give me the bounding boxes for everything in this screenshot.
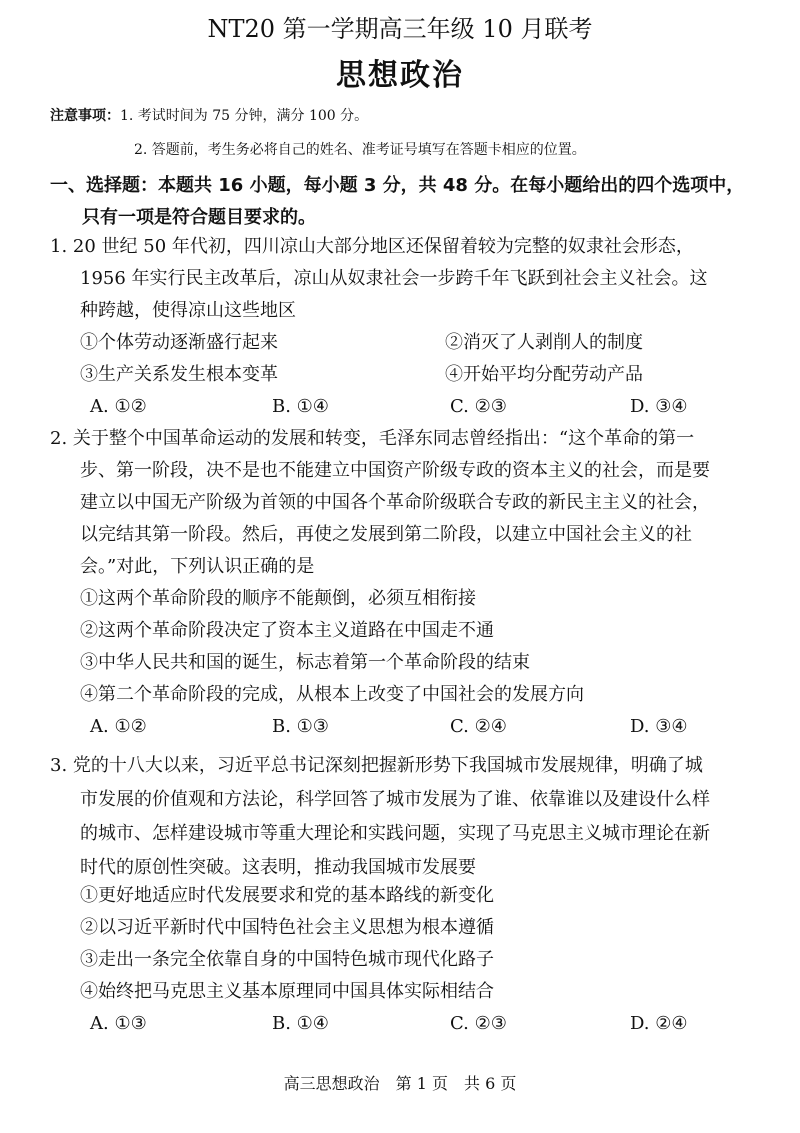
section-heading-line-1: 一、选择题：本题共 16 小题，每小题 3 分，共 48 分。在每小题给出的四个选项中，	[50, 175, 745, 196]
answer-choice-d: D. ③④	[630, 716, 688, 737]
answer-choice-b: B. ①③	[272, 716, 329, 737]
question-stem-line: 市发展的价值观和方法论，科学回答了城市发展为了谁、依靠谁以及建设什么样	[80, 789, 710, 810]
exam-title: NT20 第一学期高三年级 10 月联考	[207, 15, 593, 43]
section-heading-line-2: 只有一项是符合题目要求的。	[82, 207, 316, 228]
question-stem-line: 1. 20 世纪 50 年代初，四川凉山大部分地区还保留着较为完整的奴隶社会形态，	[50, 236, 694, 257]
statement-option: ③走出一条完全依靠自身的中国特色城市现代化路子	[80, 949, 494, 970]
answer-choice-b: B. ①④	[272, 1013, 329, 1034]
statement-option: ②消灭了人剥削人的制度	[445, 332, 643, 353]
statement-option: ③中华人民共和国的诞生，标志着第一个革命阶段的结束	[80, 652, 530, 673]
answer-choice-c: C. ②③	[450, 396, 507, 417]
statement-option: ②以习近平新时代中国特色社会主义思想为根本遵循	[80, 917, 494, 938]
answer-choice-c: C. ②③	[450, 1013, 507, 1034]
question-stem-line: 建立以中国无产阶级为首领的中国各个革命阶级联合专政的新民主主义的社会，	[80, 492, 710, 513]
statement-option: ④开始平均分配劳动产品	[445, 364, 643, 385]
question-stem-line: 1956 年实行民主改革后，凉山从奴隶社会一步跨千年飞跃到社会主义社会。这	[80, 268, 708, 289]
notice-item-1: 1. 考试时间为 75 分钟，满分 100 分。	[120, 108, 369, 124]
statement-option: ④第二个革命阶段的完成，从根本上改变了中国社会的发展方向	[80, 684, 584, 705]
answer-choice-d: D. ③④	[630, 396, 688, 417]
answer-choice-a: A. ①②	[90, 716, 147, 737]
question-stem-line: 步、第一阶段，决不是也不能建立中国资产阶级专政的资本主义的社会，而是要	[80, 460, 710, 481]
notice-item-2: 2. 答题前，考生务必将自己的姓名、准考证号填写在答题卡相应的位置。	[134, 142, 586, 158]
statement-option: ③生产关系发生根本变革	[80, 364, 278, 385]
statement-option: ①更好地适应时代发展要求和党的基本路线的新变化	[80, 885, 494, 906]
question-stem-line: 时代的原创性突破。这表明，推动我国城市发展要	[80, 857, 476, 878]
answer-choice-d: D. ②④	[630, 1013, 688, 1034]
statement-option: ②这两个革命阶段决定了资本主义道路在中国走不通	[80, 620, 494, 641]
statement-option: ①个体劳动逐渐盛行起来	[80, 332, 278, 353]
question-stem-line: 3. 党的十八大以来，习近平总书记深刻把握新形势下我国城市发展规律，明确了城	[50, 755, 703, 776]
statement-option: ①这两个革命阶段的顺序不能颠倒，必须互相衔接	[80, 588, 476, 609]
question-stem-line: 种跨越，使得凉山这些地区	[80, 300, 296, 321]
question-stem-line: 会。”对此，下列认识正确的是	[80, 556, 315, 577]
statement-option: ④始终把马克思主义基本原理同中国具体实际相结合	[80, 981, 494, 1002]
question-stem-line: 的城市、怎样建设城市等重大理论和实践问题，实现了马克思主义城市理论在新	[80, 823, 710, 844]
notice-line-1	[50, 106, 368, 126]
page-footer: 高三思想政治 第 1 页 共 6 页	[283, 1074, 517, 1093]
question-stem-line: 2. 关于整个中国革命运动的发展和转变，毛泽东同志曾经指出：“这个革命的第一	[50, 428, 695, 449]
question-stem-line: 以完结其第一阶段。然后，再使之发展到第二阶段，以建立中国社会主义的社	[80, 524, 692, 545]
answer-choice-a: A. ①③	[90, 1013, 147, 1034]
answer-choice-a: A. ①②	[90, 396, 147, 417]
answer-choice-b: B. ①④	[272, 396, 329, 417]
subject-title: 思想政治	[336, 58, 464, 93]
answer-choice-c: C. ②④	[450, 716, 507, 737]
notice-label: 注意事项：	[50, 108, 120, 124]
